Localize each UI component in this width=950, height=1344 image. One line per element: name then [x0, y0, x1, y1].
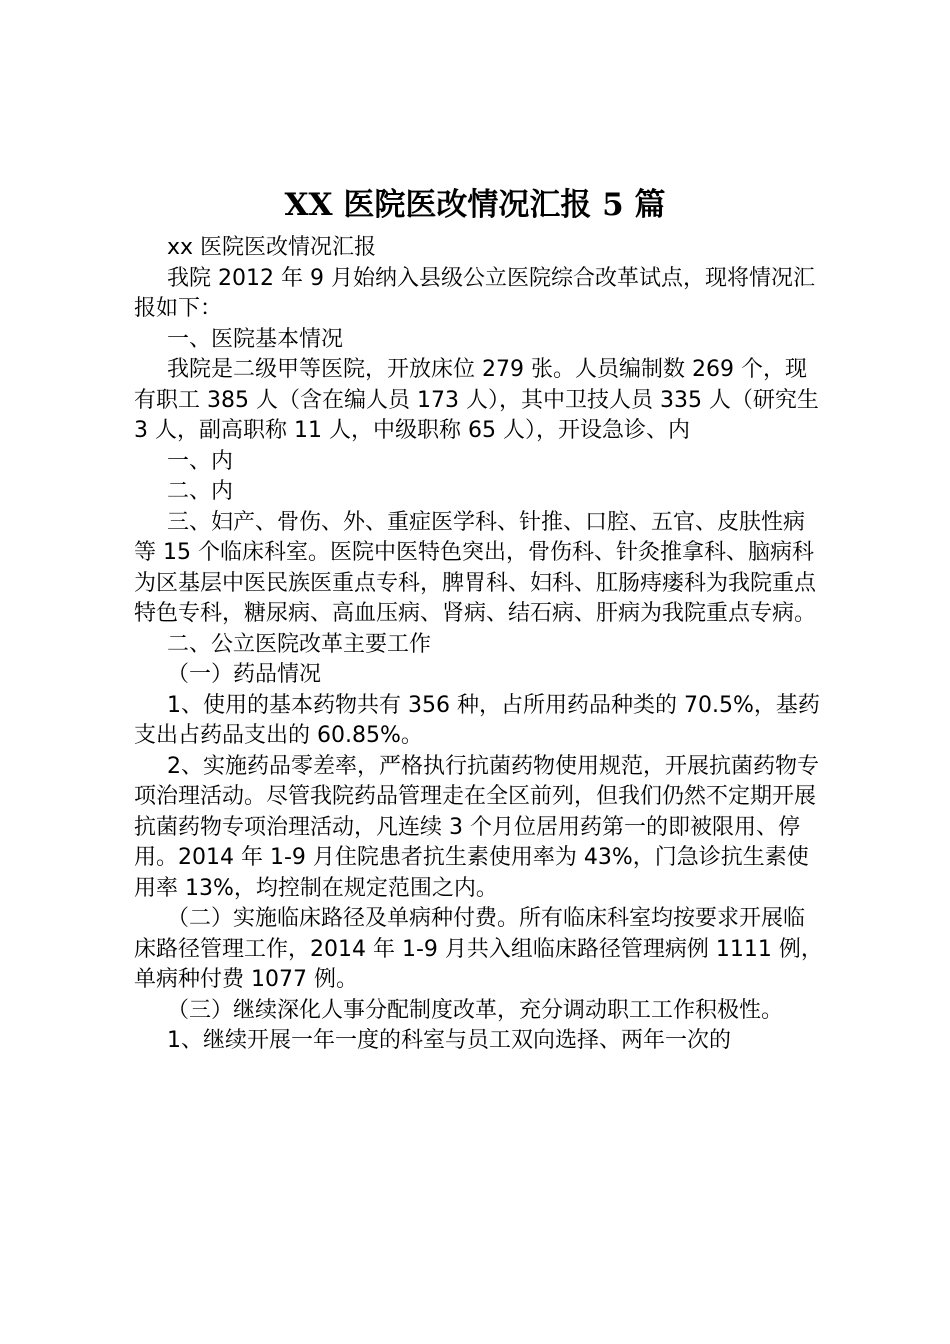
paragraph-two-way-selection: 1、继续开展一年一度的科室与员工双向选择、两年一次的: [167, 1028, 731, 1053]
section-heading-basic-info: 一、医院基本情况: [167, 326, 344, 352]
subtitle: xx 医院医改情况汇报: [167, 235, 377, 260]
document-title: XX 医院医改情况汇报 5 篇: [284, 187, 666, 223]
section-heading-reform-work: 二、公立医院改革主要工作: [167, 631, 432, 657]
document-body: [134, 233, 824, 1057]
paragraph-basic-drugs: 1、使用的基本药物共有 356 种，占所用药品种类的 70.5%，基药支出占药品支出的 60.85%。: [134, 692, 820, 748]
list-item-1: 一、内: [167, 448, 234, 474]
subsection-heading-drugs: （一）药品情况: [167, 662, 322, 687]
paragraph-personnel-reform: （三）继续深化人事分配制度改革，充分调动职工工作积极性。: [167, 997, 784, 1023]
paragraph-clinical-pathway: （二）实施临床路径及单病种付费。所有临床科室均按要求开展临床路径管理工作，2014 年 1-9 月共入组临床路径管理病例 1111 例，单病种付费 1077 例。: [134, 906, 823, 992]
list-item-2: 二、内: [167, 479, 234, 504]
paragraph-hospital-overview: 我院是二级甲等医院，开放床位 279 张。人员编制数 269 个，现有职工 385 人（含在编人员 173 人），其中卫技人员 335 人（研究生 3 人，副高职称 11 人，中级职称 65 人），开设急诊、内: [134, 357, 819, 443]
intro-paragraph: 我院 2012 年 9 月始纳入县级公立医院综合改革试点，现将情况汇报如下：: [134, 265, 815, 321]
paragraph-zero-markup: 2、实施药品零差率，严格执行抗菌药物使用规范，开展抗菌药物专项治理活动。尽管我院药品管理走在全区前列，但我们仍然不定期开展抗菌药物专项治理活动，凡连续 3 个月位居用药第一的即被限用、停用。2014 年 1-9 月住院患者抗生素使用率为 43%，门急诊抗生素使用率 13%，均控制在规定范围之内。: [134, 753, 819, 901]
paragraph-clinical-departments: 三、妇产、骨伤、外、重症医学科、针推、口腔、五官、皮肤性病等 15 个临床科室。医院中医特色突出，骨伤科、针灸推拿科、脑病科为区基层中医民族医重点专科，脾胃科、妇科、肛肠痔瘘科为我院重点特色专科，糖尿病、高血压病、肾病、结石病、肝病为我院重点专病。: [134, 509, 817, 626]
